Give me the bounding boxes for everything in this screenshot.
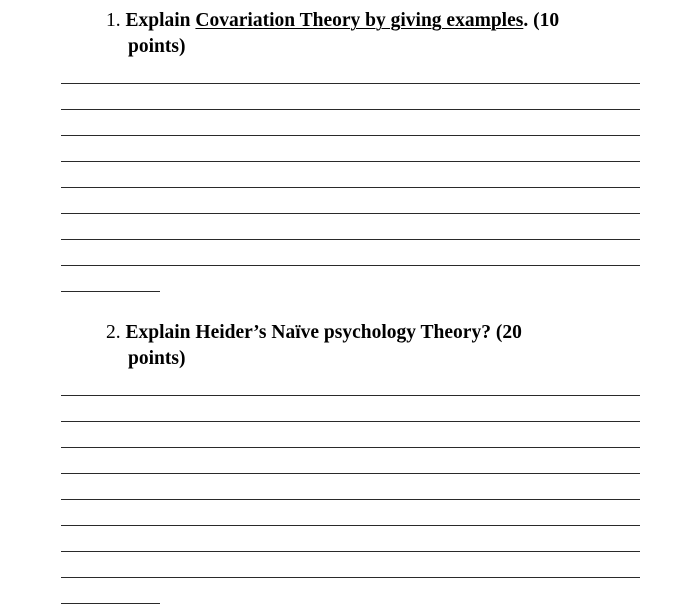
question-underlined-text: Covariation Theory by giving examples [195,10,524,31]
answer-line[interactable] [61,499,640,500]
question-text: Explain Heider’s Naïve psychology Theory? (20 [125,322,522,343]
answer-line-short[interactable] [61,603,160,604]
answer-line[interactable] [61,187,640,188]
answer-line-short[interactable] [61,291,160,292]
answer-line[interactable] [61,83,640,84]
answer-line[interactable] [61,135,640,136]
answer-line[interactable] [61,525,640,526]
answer-line[interactable] [61,395,640,396]
question-points: . (10 [523,10,560,31]
question-1 [106,8,666,60]
answer-line[interactable] [61,265,640,266]
answer-line[interactable] [61,109,640,110]
answer-line[interactable] [61,213,640,214]
question-points-continuation: points) [128,36,186,57]
answer-line[interactable] [61,447,640,448]
answer-line[interactable] [61,161,640,162]
question-points-continuation: points) [128,348,186,369]
question-number: 1. [106,10,121,31]
answer-line[interactable] [61,551,640,552]
question-2 [106,320,666,372]
answer-line[interactable] [61,577,640,578]
question-number: 2. [106,322,121,343]
answer-line[interactable] [61,473,640,474]
answer-line[interactable] [61,421,640,422]
question-text: Explain [125,10,196,31]
answer-line[interactable] [61,239,640,240]
